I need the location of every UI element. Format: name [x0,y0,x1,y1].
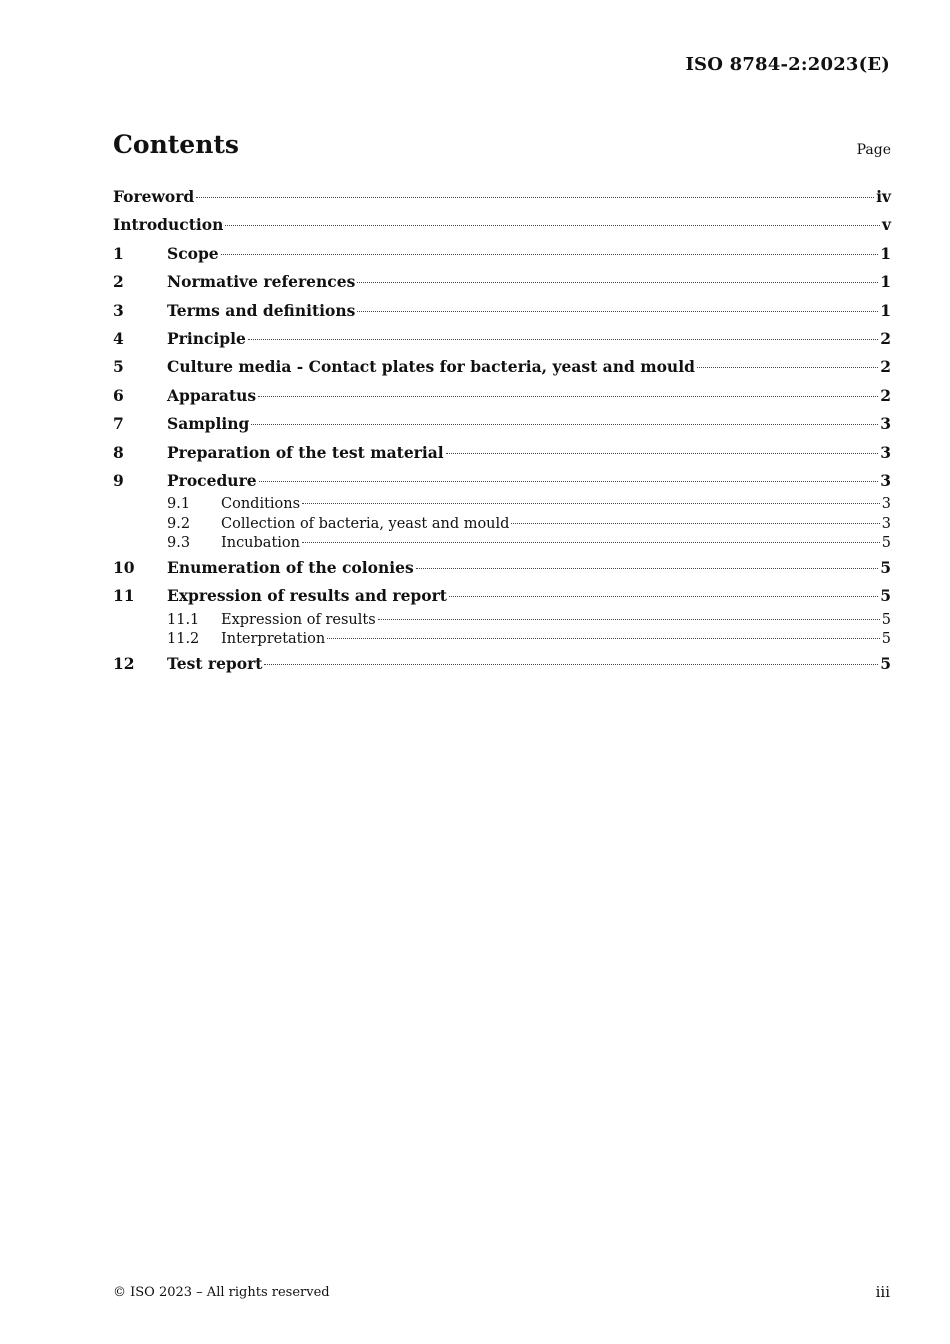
toc-entry-page: iv [876,187,891,206]
toc-dot-leader [327,638,880,639]
toc-dot-leader [416,568,878,569]
footer-copyright: © ISO 2023 – All rights reserved [113,1285,330,1300]
toc-dot-leader [697,367,878,368]
toc-dot-leader [511,523,879,524]
toc-dot-leader [225,225,880,226]
toc-dot-leader [259,481,879,482]
toc-entry-page: 3 [880,414,891,434]
toc-entry-title: Normative references [167,272,356,292]
toc-entry[interactable] [113,410,891,438]
toc-entry-number: 11.2 [167,631,200,648]
toc-entry[interactable] [113,183,891,211]
toc-dot-leader [449,596,878,597]
toc-entry-title: Culture media - Contact plates for bacteria, yeast and mould [167,357,695,377]
document-id: ISO 8784-2:2023(E) [685,54,890,75]
toc-entry-number: 2 [113,272,124,292]
toc-entry-page: 3 [881,496,891,513]
toc-entry-title: Incubation [221,535,300,552]
toc-entry-page: 5 [881,611,891,628]
toc-dot-leader [357,311,878,312]
toc-entry-number: 9.2 [167,515,191,532]
toc-entry-title: Expression of results [221,611,376,628]
toc-entry-number: 1 [113,243,124,263]
toc-entry-number: 11 [113,586,135,606]
toc-dot-leader [446,453,879,454]
toc-entry-title: Expression of results and report [167,586,447,606]
toc-entry-number: 11.1 [167,611,200,628]
toc-entry-title: Sampling [167,414,250,434]
toc-entry[interactable] [113,495,891,515]
toc-entry-title: Preparation of the test material [167,442,444,462]
toc-entry-page: 1 [880,243,891,263]
toc-entry-number: 10 [113,558,135,578]
toc-entry-number: 9 [113,470,124,490]
toc-entry-title: Collection of bacteria, yeast and mould [221,515,510,532]
toc-dot-leader [221,254,879,255]
toc-entry[interactable] [113,582,891,610]
toc-entry-title: Procedure [167,470,257,490]
toc-entry-page: v [881,215,891,235]
toc-entry-page: 3 [880,470,891,490]
toc-dot-leader [196,197,874,198]
toc-entry[interactable] [113,650,891,678]
toc-entry-page: 2 [880,385,891,405]
toc-dot-leader [378,619,880,620]
toc-entry-title: Conditions [221,496,301,513]
toc-dot-leader [357,282,878,283]
toc-entry[interactable] [113,325,891,353]
toc-entry-page: 5 [881,535,891,552]
toc-entry-title: Interpretation [221,631,326,648]
toc-entry-title: Apparatus [167,385,257,405]
toc-dot-leader [264,664,878,665]
toc-entry-title: Test report [167,654,263,674]
toc-entry[interactable] [113,534,891,554]
toc-entry[interactable] [113,268,891,296]
toc-dot-leader [302,503,880,504]
toc-dot-leader [258,396,878,397]
toc-entry-number: 8 [113,442,124,462]
table-of-contents [113,183,891,678]
toc-entry[interactable] [113,630,891,650]
toc-dot-leader [302,542,880,543]
toc-entry-number: 9.3 [167,535,191,552]
toc-entry-number: 5 [113,357,124,377]
toc-entry-page: 5 [880,586,891,606]
toc-entry-page: 1 [880,300,891,320]
toc-entry-title: Terms and definitions [167,300,356,320]
toc-entry-number: 9.1 [167,496,191,513]
toc-dot-leader [251,424,878,425]
toc-entry-page: 3 [880,442,891,462]
toc-entry[interactable] [113,515,891,535]
toc-entry-page: 5 [881,631,891,648]
toc-entry-number: 3 [113,300,124,320]
toc-entry[interactable] [113,554,891,582]
toc-entry-title: Principle [167,328,246,348]
toc-entry-number: 12 [113,654,135,674]
footer-page-number: iii [875,1283,890,1301]
toc-entry[interactable] [113,297,891,325]
toc-entry-page: 5 [880,654,891,674]
toc-entry-title: Enumeration of the colonies [167,558,414,578]
toc-entry[interactable] [113,611,891,631]
toc-entry[interactable] [113,382,891,410]
contents-title: Contents [113,130,240,159]
toc-entry-page: 2 [880,357,891,377]
toc-entry-page: 5 [880,558,891,578]
toc-entry-title: Foreword [113,187,195,206]
toc-entry[interactable] [113,240,891,268]
toc-entry[interactable] [113,211,891,239]
toc-entry-page: 3 [881,515,891,532]
toc-dot-leader [248,339,878,340]
toc-entry-page: 1 [880,272,891,292]
contents-header [113,130,891,170]
toc-entry[interactable] [113,353,891,381]
toc-entry-title: Introduction [113,215,224,235]
page-column-label: Page [856,142,891,158]
toc-entry-number: 7 [113,414,124,434]
toc-entry-number: 4 [113,328,124,348]
toc-entry-page: 2 [880,328,891,348]
toc-entry-title: Scope [167,243,219,263]
toc-entry[interactable] [113,467,891,495]
toc-entry[interactable] [113,439,891,467]
toc-entry-number: 6 [113,385,124,405]
